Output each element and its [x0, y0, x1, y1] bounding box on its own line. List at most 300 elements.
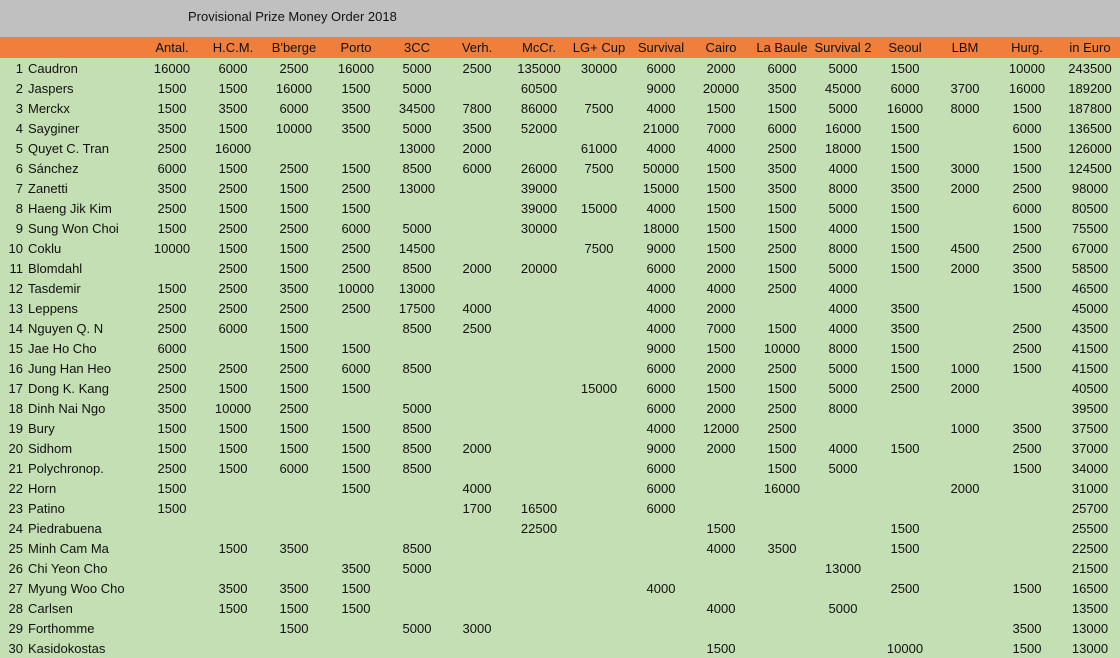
prize-cell: 5000: [402, 121, 432, 136]
table-row: [0, 258, 1120, 278]
prize-cell: 10000: [337, 281, 375, 296]
prize-cell: 5000: [828, 201, 858, 216]
prize-cell: 45000: [824, 81, 862, 96]
player-name-cell: Polychronop.: [28, 461, 104, 476]
prize-money-table: [0, 58, 1120, 658]
prize-cell: 1500: [767, 101, 797, 116]
prize-cell: 2000: [950, 381, 980, 396]
prize-cell: 1500: [890, 121, 920, 136]
prize-cell: 10000: [1008, 61, 1046, 76]
prize-cell: 3500: [157, 401, 187, 416]
prize-cell: 2500: [279, 221, 309, 236]
total-cell: 34000: [1071, 461, 1109, 476]
player-name-cell: Blomdahl: [28, 261, 83, 276]
rank-cell: 26: [8, 561, 23, 576]
prize-cell: 6000: [646, 261, 676, 276]
prize-cell: 6000: [646, 461, 676, 476]
player-name-cell: Sánchez: [28, 161, 79, 176]
prize-cell: 1500: [890, 241, 920, 256]
prize-cell: 1500: [890, 201, 920, 216]
prize-cell: 5000: [402, 621, 432, 636]
prize-cell: 5000: [828, 361, 858, 376]
prize-cell: 2500: [218, 261, 248, 276]
total-cell: 187800: [1068, 101, 1112, 116]
table-row: [0, 438, 1120, 458]
prize-cell: 3500: [157, 181, 187, 196]
prize-cell: 2500: [157, 381, 187, 396]
prize-cell: 1500: [767, 321, 797, 336]
prize-cell: 6000: [646, 361, 676, 376]
player-name-cell: Patino: [28, 501, 65, 516]
prize-cell: 2500: [890, 381, 920, 396]
player-name-cell: Horn: [28, 481, 57, 496]
prize-cell: 1500: [1012, 361, 1042, 376]
player-name-cell: Myung Woo Cho: [28, 581, 125, 596]
prize-cell: 1500: [157, 481, 187, 496]
prize-cell: 7000: [706, 321, 736, 336]
prize-cell: 1500: [157, 81, 187, 96]
prize-cell: 1500: [218, 241, 248, 256]
prize-cell: 3500: [279, 281, 309, 296]
prize-cell: 1500: [341, 461, 371, 476]
prize-cell: 3000: [462, 621, 492, 636]
prize-cell: 2000: [706, 361, 736, 376]
prize-cell: 1000: [950, 361, 980, 376]
prize-cell: 6000: [890, 81, 920, 96]
total-cell: 40500: [1071, 381, 1109, 396]
column-header: Seoul: [888, 40, 922, 55]
total-cell: 22500: [1071, 541, 1109, 556]
prize-cell: 7500: [584, 101, 614, 116]
total-cell: 37500: [1071, 421, 1109, 436]
prize-cell: 1500: [706, 241, 736, 256]
prize-cell: 2000: [462, 141, 492, 156]
prize-cell: 4000: [646, 321, 676, 336]
table-row: [0, 318, 1120, 338]
prize-cell: 2500: [1012, 441, 1042, 456]
rank-cell: 29: [8, 621, 23, 636]
prize-cell: 1500: [890, 521, 920, 536]
prize-cell: 1500: [890, 541, 920, 556]
table-row: [0, 338, 1120, 358]
prize-cell: 2500: [157, 361, 187, 376]
prize-cell: 16000: [824, 121, 862, 136]
rank-cell: 22: [8, 481, 23, 496]
rank-cell: 25: [8, 541, 23, 556]
prize-cell: 1500: [341, 81, 371, 96]
prize-cell: 15000: [580, 381, 618, 396]
prize-cell: 2500: [157, 461, 187, 476]
prize-cell: 10000: [886, 641, 924, 656]
prize-cell: 1500: [890, 361, 920, 376]
prize-cell: 2500: [767, 281, 797, 296]
prize-cell: 3500: [890, 181, 920, 196]
prize-cell: 2500: [767, 241, 797, 256]
prize-cell: 52000: [520, 121, 558, 136]
total-cell: 13000: [1071, 641, 1109, 656]
player-name-cell: Sayginer: [28, 121, 80, 136]
prize-cell: 1500: [706, 161, 736, 176]
prize-cell: 1500: [279, 621, 309, 636]
prize-cell: 3700: [950, 81, 980, 96]
prize-cell: 15000: [580, 201, 618, 216]
table-row: [0, 498, 1120, 518]
prize-cell: 1500: [341, 421, 371, 436]
prize-cell: 1500: [218, 121, 248, 136]
prize-cell: 6000: [767, 61, 797, 76]
total-cell: 45000: [1071, 301, 1109, 316]
prize-cell: 1700: [462, 501, 492, 516]
player-name-cell: Quyet C. Tran: [28, 141, 109, 156]
rank-cell: 3: [15, 101, 23, 116]
prize-cell: 2500: [279, 401, 309, 416]
prize-cell: 3500: [890, 321, 920, 336]
prize-cell: 5000: [402, 401, 432, 416]
prize-cell: 8500: [402, 261, 432, 276]
rank-cell: 19: [8, 421, 23, 436]
prize-cell: 6000: [646, 501, 676, 516]
rank-cell: 28: [8, 601, 23, 616]
prize-cell: 4000: [646, 281, 676, 296]
rank-cell: 16: [8, 361, 23, 376]
prize-cell: 3500: [341, 121, 371, 136]
prize-cell: 6000: [646, 381, 676, 396]
prize-cell: 1500: [1012, 161, 1042, 176]
rank-cell: 13: [8, 301, 23, 316]
prize-cell: 8000: [950, 101, 980, 116]
prize-cell: 5000: [828, 261, 858, 276]
prize-cell: 2500: [462, 321, 492, 336]
prize-cell: 1500: [341, 381, 371, 396]
prize-cell: 8000: [828, 341, 858, 356]
prize-cell: 4000: [462, 481, 492, 496]
total-cell: 126000: [1068, 141, 1112, 156]
prize-cell: 1500: [890, 221, 920, 236]
prize-cell: 1500: [157, 101, 187, 116]
prize-cell: 2500: [218, 361, 248, 376]
prize-cell: 16000: [214, 141, 252, 156]
prize-cell: 60500: [520, 81, 558, 96]
table-row: [0, 218, 1120, 238]
prize-cell: 16000: [275, 81, 313, 96]
prize-cell: 3500: [279, 581, 309, 596]
prize-cell: 1500: [279, 201, 309, 216]
prize-cell: 6000: [1012, 121, 1042, 136]
rank-cell: 7: [15, 181, 23, 196]
prize-cell: 1500: [341, 481, 371, 496]
prize-cell: 2500: [218, 181, 248, 196]
prize-cell: 2500: [157, 201, 187, 216]
prize-cell: 1500: [279, 381, 309, 396]
total-cell: 58500: [1071, 261, 1109, 276]
player-name-cell: Dong K. Kang: [28, 381, 109, 396]
player-name-cell: Carlsen: [28, 601, 73, 616]
prize-cell: 4000: [706, 141, 736, 156]
prize-cell: 1500: [279, 261, 309, 276]
prize-cell: 3500: [890, 301, 920, 316]
player-name-cell: Chi Yeon Cho: [28, 561, 108, 576]
prize-cell: 6000: [341, 361, 371, 376]
column-header: B'berge: [271, 40, 317, 55]
prize-cell: 1500: [767, 201, 797, 216]
total-cell: 13500: [1071, 601, 1109, 616]
total-cell: 189200: [1068, 81, 1112, 96]
player-name-cell: Leppens: [28, 301, 78, 316]
prize-cell: 16000: [337, 61, 375, 76]
prize-cell: 3500: [341, 101, 371, 116]
prize-cell: 1500: [706, 181, 736, 196]
prize-cell: 4000: [828, 281, 858, 296]
prize-cell: 1500: [890, 61, 920, 76]
prize-cell: 1500: [767, 461, 797, 476]
column-header: Survival: [637, 40, 685, 55]
rank-cell: 2: [15, 81, 23, 96]
column-header: LBM: [951, 40, 979, 55]
prize-cell: 1500: [218, 201, 248, 216]
column-header: LG+ Cup: [572, 40, 626, 55]
rank-cell: 5: [15, 141, 23, 156]
prize-cell: 1500: [1012, 461, 1042, 476]
prize-cell: 6000: [157, 161, 187, 176]
prize-cell: 1500: [341, 601, 371, 616]
prize-cell: 7800: [462, 101, 492, 116]
prize-cell: 2000: [950, 481, 980, 496]
table-row: [0, 638, 1120, 658]
prize-cell: 2500: [341, 261, 371, 276]
prize-cell: 1500: [218, 421, 248, 436]
total-cell: 41500: [1071, 341, 1109, 356]
prize-cell: 5000: [828, 601, 858, 616]
table-row: [0, 398, 1120, 418]
column-header-row: [0, 37, 1120, 58]
table-row: [0, 378, 1120, 398]
prize-cell: 61000: [580, 141, 618, 156]
prize-cell: 3500: [462, 121, 492, 136]
rank-cell: 30: [8, 641, 23, 656]
prize-cell: 30000: [580, 61, 618, 76]
prize-cell: 1500: [157, 281, 187, 296]
table-row: [0, 158, 1120, 178]
prize-cell: 16000: [886, 101, 924, 116]
rank-cell: 9: [15, 221, 23, 236]
prize-cell: 13000: [398, 181, 436, 196]
prize-cell: 2500: [218, 221, 248, 236]
prize-cell: 1500: [890, 161, 920, 176]
prize-cell: 2500: [767, 141, 797, 156]
prize-cell: 1500: [218, 381, 248, 396]
prize-cell: 1500: [279, 601, 309, 616]
prize-cell: 5000: [402, 81, 432, 96]
player-name-cell: Dinh Nai Ngo: [28, 401, 106, 416]
prize-cell: 9000: [646, 81, 676, 96]
table-row: [0, 298, 1120, 318]
prize-cell: 5000: [402, 61, 432, 76]
prize-cell: 6000: [218, 61, 248, 76]
prize-cell: 1500: [341, 441, 371, 456]
prize-cell: 4000: [646, 421, 676, 436]
prize-cell: 4000: [828, 441, 858, 456]
prize-cell: 34500: [398, 101, 436, 116]
prize-cell: 6000: [218, 321, 248, 336]
prize-cell: 1500: [767, 381, 797, 396]
prize-cell: 1500: [279, 241, 309, 256]
rank-cell: 14: [8, 321, 23, 336]
prize-cell: 2500: [157, 301, 187, 316]
prize-cell: 2500: [279, 361, 309, 376]
prize-cell: 8000: [828, 401, 858, 416]
prize-cell: 1500: [706, 101, 736, 116]
prize-cell: 1500: [706, 341, 736, 356]
column-header: Porto: [340, 40, 372, 55]
prize-cell: 8500: [402, 541, 432, 556]
prize-cell: 4500: [950, 241, 980, 256]
prize-cell: 2500: [218, 281, 248, 296]
prize-cell: 2500: [462, 61, 492, 76]
table-row: [0, 558, 1120, 578]
column-header: 3CC: [403, 40, 431, 55]
prize-cell: 1500: [890, 441, 920, 456]
prize-cell: 4000: [828, 161, 858, 176]
prize-cell: 1500: [341, 201, 371, 216]
total-cell: 39500: [1071, 401, 1109, 416]
total-cell: 13000: [1071, 621, 1109, 636]
prize-cell: 3500: [218, 581, 248, 596]
prize-cell: 1500: [1012, 221, 1042, 236]
total-cell: 43500: [1071, 321, 1109, 336]
player-name-cell: Forthomme: [28, 621, 95, 636]
rank-cell: 23: [8, 501, 23, 516]
prize-cell: 1500: [218, 81, 248, 96]
prize-cell: 13000: [398, 141, 436, 156]
prize-cell: 10000: [153, 241, 191, 256]
table-row: [0, 98, 1120, 118]
rank-cell: 15: [8, 341, 23, 356]
prize-cell: 5000: [828, 461, 858, 476]
prize-cell: 3500: [767, 81, 797, 96]
prize-cell: 4000: [828, 221, 858, 236]
prize-cell: 4000: [646, 201, 676, 216]
prize-cell: 1500: [767, 261, 797, 276]
prize-cell: 1500: [279, 321, 309, 336]
table-row: [0, 538, 1120, 558]
prize-cell: 1500: [218, 461, 248, 476]
prize-cell: 10000: [763, 341, 801, 356]
prize-cell: 1500: [767, 221, 797, 236]
prize-cell: 8500: [402, 461, 432, 476]
column-header: McCr.: [522, 40, 556, 55]
prize-cell: 15000: [642, 181, 680, 196]
prize-cell: 2000: [462, 441, 492, 456]
prize-cell: 2000: [706, 441, 736, 456]
total-cell: 25500: [1071, 521, 1109, 536]
player-name-cell: Nguyen Q. N: [28, 321, 104, 336]
prize-cell: 3500: [1012, 421, 1042, 436]
prize-cell: 18000: [642, 221, 680, 236]
prize-cell: 1500: [218, 601, 248, 616]
total-cell: 98000: [1071, 181, 1109, 196]
total-cell: 80500: [1071, 201, 1109, 216]
rank-cell: 21: [8, 461, 23, 476]
prize-cell: 4000: [646, 101, 676, 116]
prize-cell: 2000: [950, 181, 980, 196]
total-cell: 21500: [1071, 561, 1109, 576]
rank-cell: 4: [15, 121, 23, 136]
prize-cell: 6000: [279, 461, 309, 476]
prize-cell: 4000: [706, 541, 736, 556]
prize-cell: 21000: [642, 121, 680, 136]
rank-cell: 1: [15, 61, 23, 76]
rank-cell: 24: [8, 521, 23, 536]
column-header: Verh.: [461, 40, 493, 55]
prize-cell: 6000: [646, 61, 676, 76]
prize-cell: 10000: [275, 121, 313, 136]
player-name-cell: Sung Won Choi: [28, 221, 119, 236]
prize-cell: 26000: [520, 161, 558, 176]
total-cell: 243500: [1068, 61, 1112, 76]
prize-cell: 1500: [279, 181, 309, 196]
prize-cell: 5000: [402, 221, 432, 236]
prize-cell: 1500: [890, 261, 920, 276]
prize-cell: 3000: [950, 161, 980, 176]
total-cell: 46500: [1071, 281, 1109, 296]
player-name-cell: Jaspers: [28, 81, 74, 96]
player-name-cell: Jae Ho Cho: [28, 341, 97, 356]
prize-cell: 14500: [398, 241, 436, 256]
prize-cell: 1000: [950, 421, 980, 436]
prize-cell: 1500: [1012, 101, 1042, 116]
player-name-cell: Bury: [28, 421, 55, 436]
column-header: H.C.M.: [212, 40, 254, 55]
prize-cell: 16000: [763, 481, 801, 496]
table-row: [0, 418, 1120, 438]
table-row: [0, 578, 1120, 598]
prize-cell: 3500: [767, 541, 797, 556]
prize-cell: 2500: [341, 241, 371, 256]
prize-cell: 6000: [462, 161, 492, 176]
prize-cell: 9000: [646, 341, 676, 356]
table-row: [0, 618, 1120, 638]
prize-cell: 1500: [279, 421, 309, 436]
rank-cell: 12: [8, 281, 23, 296]
prize-cell: 1500: [279, 341, 309, 356]
prize-cell: 1500: [157, 501, 187, 516]
prize-cell: 8000: [828, 181, 858, 196]
prize-cell: 6000: [157, 341, 187, 356]
player-name-cell: Haeng Jik Kim: [28, 201, 112, 216]
prize-cell: 22500: [520, 521, 558, 536]
total-cell: 75500: [1071, 221, 1109, 236]
table-row: [0, 518, 1120, 538]
prize-cell: 8500: [402, 421, 432, 436]
table-row: [0, 78, 1120, 98]
total-cell: 37000: [1071, 441, 1109, 456]
table-row: [0, 598, 1120, 618]
prize-cell: 3500: [767, 181, 797, 196]
prize-cell: 4000: [828, 301, 858, 316]
prize-cell: 50000: [642, 161, 680, 176]
table-row: [0, 278, 1120, 298]
prize-cell: 1500: [1012, 281, 1042, 296]
prize-cell: 1500: [706, 221, 736, 236]
prize-cell: 1500: [706, 381, 736, 396]
prize-cell: 1500: [341, 341, 371, 356]
prize-cell: 4000: [706, 601, 736, 616]
prize-cell: 3500: [279, 541, 309, 556]
player-name-cell: Coklu: [28, 241, 62, 256]
prize-cell: 2500: [157, 321, 187, 336]
prize-cell: 16000: [153, 61, 191, 76]
prize-cell: 18000: [824, 141, 862, 156]
